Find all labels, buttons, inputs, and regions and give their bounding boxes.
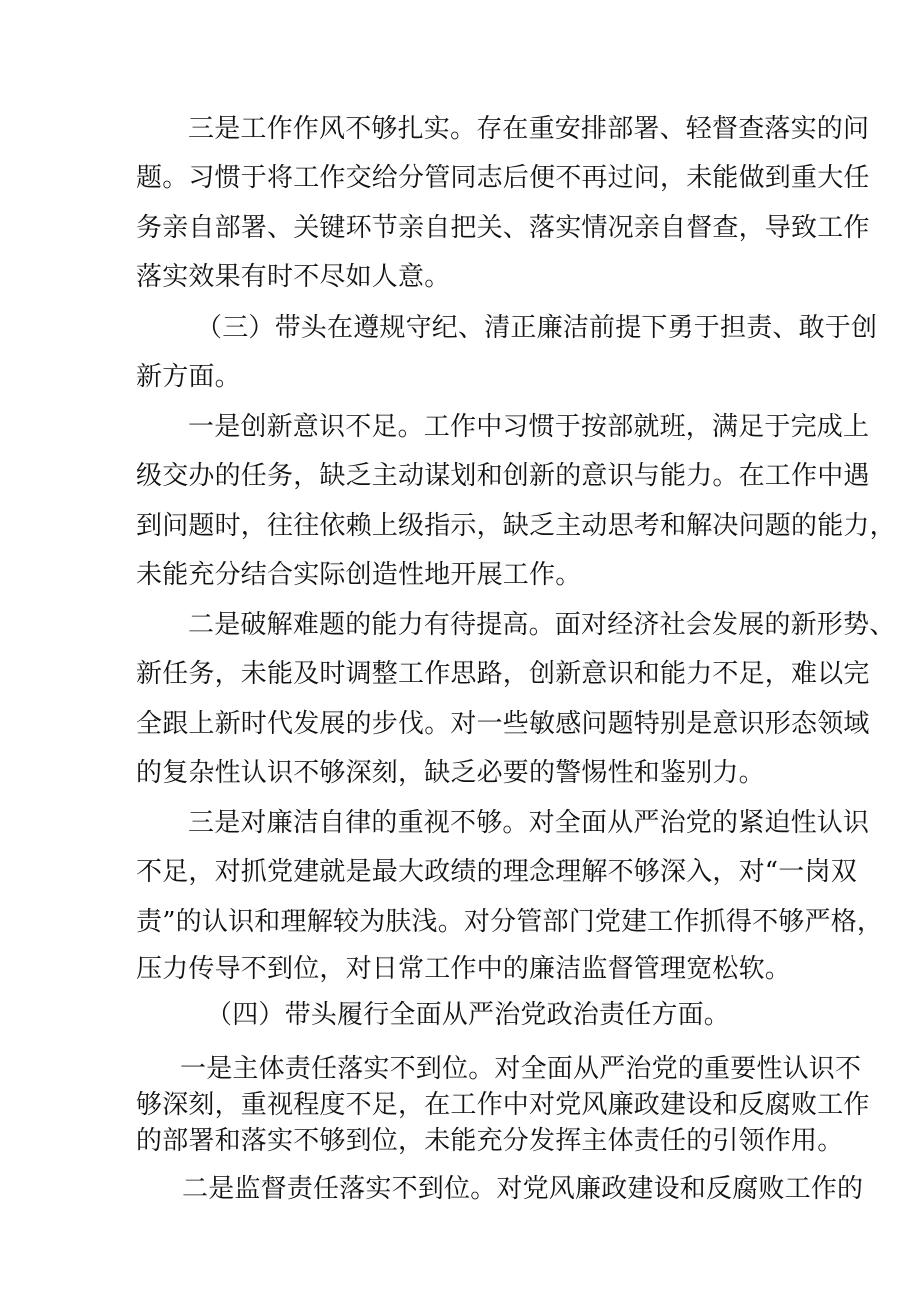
paragraph-1-line-2: 题。习惯于将工作交给分管同志后便不再过问，未能做到重大任 <box>136 163 870 193</box>
paragraph-1-line-4: 落实效果有时不尽如人意。 <box>136 262 451 292</box>
paragraph-4-line-3: 全跟上新时代发展的步伐。对一些敏感问题特别是意识形态领域 <box>136 709 870 739</box>
paragraph-5-line-1: 三是对廉洁自律的重视不够。对全面从严治党的紧迫性认识 <box>188 808 870 838</box>
paragraph-3-line-1: 一是创新意识不足。工作中习惯于按部就班，满足于完成上 <box>188 412 870 442</box>
paragraph-5-line-4: 压力传导不到位，对日常工作中的廉洁监督管理宽松软。 <box>136 954 792 984</box>
paragraph-3-line-3: 到问题时，往往依赖上级指示，缺乏主动思考和解决问题的能力， <box>136 511 896 541</box>
paragraph-4-line-4: 的复杂性认识不够深刻，缺乏必要的警惕性和鉴别力。 <box>136 758 765 788</box>
paragraph-7-line-3: 的部署和落实不够到位，未能充分发挥主体责任的引领作用。 <box>136 1126 844 1156</box>
section-heading-3-line-2: 新方面。 <box>136 362 241 392</box>
paragraph-4-line-1: 二是破解难题的能力有待提高。面对经济社会发展的新形势、 <box>188 610 896 640</box>
paragraph-8-line-1: 二是监督责任落实不到位。对党风廉政建设和反腐败工作的 <box>182 1174 864 1204</box>
paragraph-5-line-2: 不足，对抓党建就是最大政绩的理念理解不够深入，对“一岗双 <box>136 857 857 887</box>
section-heading-3-line-1: （三）带头在遵规守纪、清正廉洁前提下勇于担责、敢于创 <box>196 313 878 343</box>
section-heading-4: （四）带头履行全面从严治党政治责任方面。 <box>206 1000 731 1030</box>
paragraph-3-line-2: 级交办的任务，缺乏主动谋划和创新的意识与能力。在工作中遇 <box>136 461 870 491</box>
paragraph-7-line-2: 够深刻，重视程度不足，在工作中对党风廉政建设和反腐败工作 <box>136 1090 870 1120</box>
paragraph-1-line-1: 三是工作作风不够扎实。存在重安排部署、轻督查落实的问 <box>188 114 870 144</box>
paragraph-4-line-2: 新任务，未能及时调整工作思路，创新意识和能力不足，难以完 <box>136 659 870 689</box>
paragraph-1-line-3: 务亲自部署、关键环节亲自把关、落实情况亲自督查，导致工作 <box>136 213 870 243</box>
paragraph-5-line-3: 责”的认识和理解较为肤浅。对分管部门党建工作抓得不够严格， <box>136 907 884 937</box>
paragraph-3-line-4: 未能充分结合实际创造性地开展工作。 <box>136 560 582 590</box>
paragraph-7-line-1: 一是主体责任落实不到位。对全面从严治党的重要性认识不 <box>180 1054 862 1084</box>
